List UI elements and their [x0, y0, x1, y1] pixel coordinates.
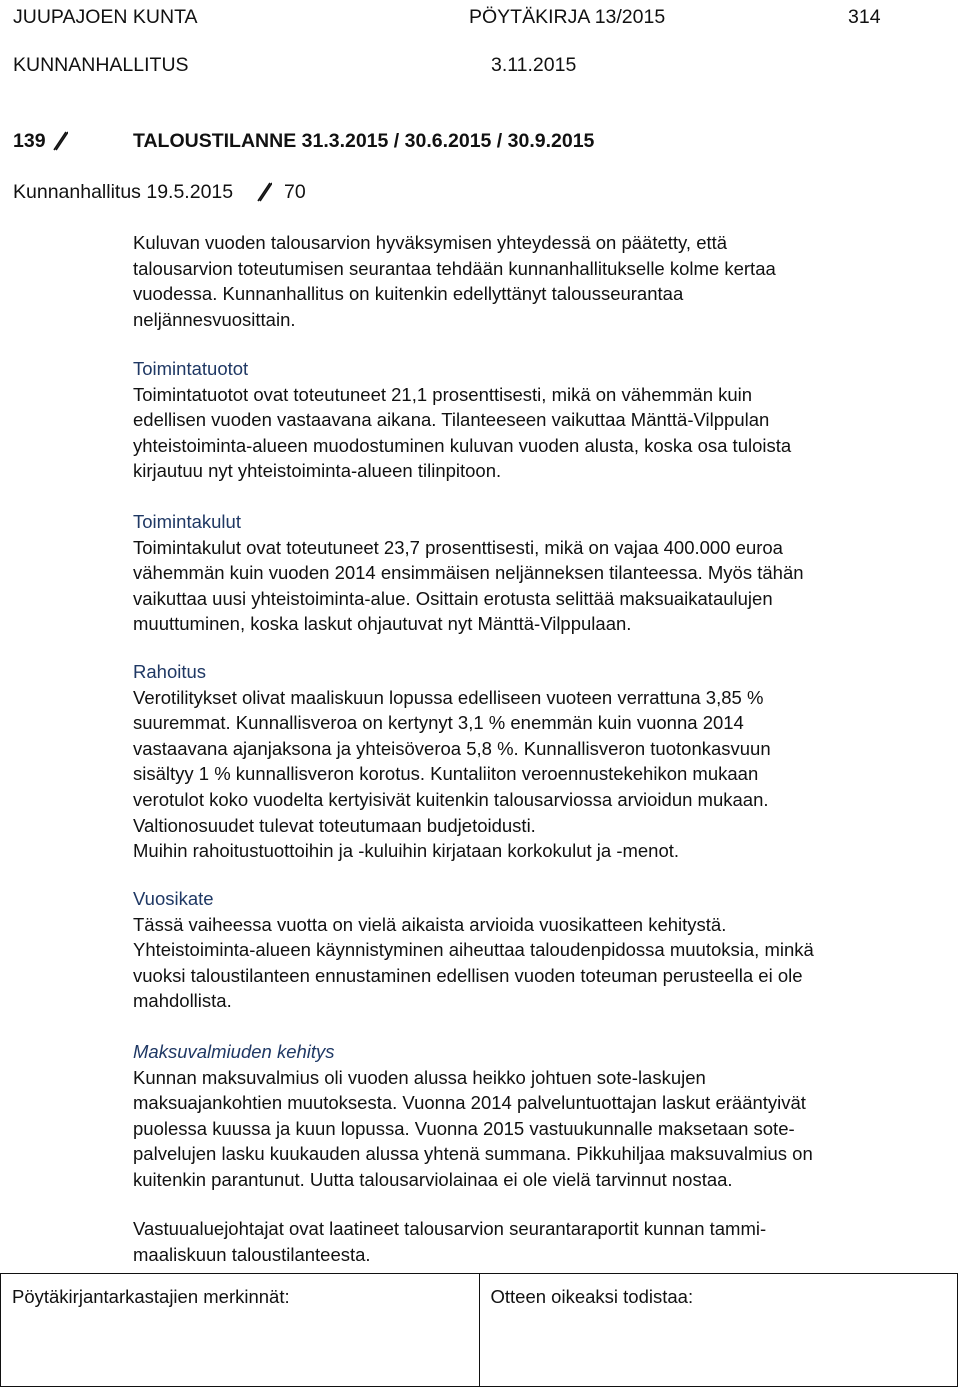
footer-signature-box: [0, 1273, 958, 1387]
text-line: vuodessa. Kunnanhallitus on kuitenkin edellyttänyt talousseurantaa: [133, 283, 684, 305]
paragraph-intro: [133, 230, 933, 332]
history-label: Kunnanhallitus 19.5.2015: [13, 181, 234, 203]
text-line: Toimintakulut ovat toteutuneet 23,7 prosenttisesti, mikä on vajaa 400.000 euroa: [133, 536, 783, 558]
section-heading: Toimintakulut: [133, 511, 241, 532]
section-toimintakulut: [133, 509, 933, 637]
text-line: suuremmat. Kunnallisveroa on kertynyt 3,1 % enemmän kuin vuonna 2014: [133, 712, 744, 734]
text-line: maksuajankohtien muutoksesta. Vuonna 2014 palveluntuottajan laskut erääntyivät: [133, 1092, 806, 1114]
text-line: Toimintatuotot ovat toteutuneet 21,1 prosenttisesti, mikä on vähemmän kuin: [133, 383, 753, 405]
section-sign-icon: [52, 130, 68, 153]
section-maksuvalmius: [133, 1039, 933, 1193]
text-line: mahdollista.: [133, 990, 232, 1012]
history-number: 70: [284, 181, 306, 203]
text-line: Kuluvan vuoden talousarvion hyväksymisen yhteydessä on päätetty, että: [133, 232, 728, 253]
text-line: neljännesvuosittain.: [133, 308, 296, 330]
text-line: Muihin rahoitustuottoihin ja -kuluihin kirjataan korkokulut ja -menot.: [133, 840, 680, 862]
footer-left-label: Pöytäkirjantarkastajien merkinnät:: [12, 1286, 290, 1307]
section-vuosikate: [133, 886, 933, 1014]
text-line: Yhteistoiminta-alueen käynnistyminen aiheuttaa taloudenpidossa muutoksia, minkä: [133, 939, 814, 961]
section-heading: Toimintatuotot: [133, 358, 249, 379]
text-line: vuoksi taloustilanteen ennustaminen edellisen vuoden toteuman perusteella ei ole: [133, 964, 803, 986]
text-line: Verotilitykset olivat maaliskuun lopussa edelliseen vuoteen verrattuna 3,85 %: [133, 686, 764, 708]
item-number: 139: [13, 130, 46, 152]
header-doc-type: PÖYTÄKIRJA 13/2015: [469, 6, 666, 28]
text-line: Vastuualuejohtajat ovat laatineet talousarvion seurantaraportit kunnan tammi-: [133, 1218, 767, 1239]
text-line: puolessa kuussa ja kuun lopussa. Vuonna 2015 vastuukunnalle maksetaan sote-: [133, 1117, 795, 1139]
text-line: muuttuminen, koska laskut ohjautuvat nyt Mänttä-Vilppulaan.: [133, 613, 632, 635]
text-line: maaliskuun taloustilanteesta.: [133, 1243, 371, 1265]
text-line: vähemmän kuin vuoden 2014 ensimmäisen neljänneksen tilanteessa. Myös tähän: [133, 562, 804, 584]
text-line: vastaavana ajanjaksona ja yhteisöveroa 5,8 %. Kunnallisveron tuotonkasvuun: [133, 737, 771, 759]
footer-right-label: Otteen oikeaksi todistaa:: [479, 1274, 958, 1386]
header-date: 3.11.2015: [491, 54, 577, 76]
section-rahoitus: [133, 659, 933, 864]
text-line: yhteistoiminta-alueen muodostuminen kuluvan vuoden alusta, koska osa tuloista: [133, 434, 792, 456]
text-line: Kunnan maksuvalmius oli vuoden alussa heikko johtuen sote-laskujen: [133, 1066, 706, 1088]
item-title: TALOUSTILANNE 31.3.2015 / 30.6.2015 / 30.9.2015: [133, 130, 595, 152]
section-heading: Maksuvalmiuden kehitys: [133, 1041, 335, 1062]
text-line: palvelujen lasku kuukauden alussa yhtenä summana. Pikkuhiljaa maksuvalmius on: [133, 1143, 813, 1165]
paragraph-closing: [133, 1216, 933, 1267]
text-line: kuitenkin parantunut. Uutta talousarviolainaa ei ole vielä tarvinnut nostaa.: [133, 1168, 733, 1190]
header-page-number: 314: [848, 6, 881, 28]
section-heading: Rahoitus: [133, 661, 207, 682]
text-line: vaikuttaa uusi yhteistoiminta-alue. Osittain erotusta selittää maksuaikataulujen: [133, 587, 773, 609]
text-line: Tässä vaiheessa vuotta on vielä aikaista arvioida vuosikatteen kehitystä.: [133, 913, 727, 935]
section-toimintatuotot: [133, 356, 933, 484]
section-heading: Vuosikate: [133, 888, 214, 909]
header-org: JUUPAJOEN KUNTA: [13, 6, 198, 28]
text-line: edellisen vuoden vastaavana aikana. Tilanteeseen vaikuttaa Mänttä-Vilppulan: [133, 409, 770, 431]
text-line: verotulot koko vuodelta kertyisivät kuitenkin talousarviossa arvioidun mukaan.: [133, 788, 769, 810]
text-line: Valtionosuudet tulevat toteutumaan budjetoidusti.: [133, 814, 536, 836]
header-body: KUNNANHALLITUS: [13, 54, 189, 76]
section-sign-icon: [256, 181, 272, 204]
text-line: kirjautuu nyt yhteistoiminta-alueen tilinpitoon.: [133, 460, 502, 482]
text-line: talousarvion toteutumisen seurantaa tehdään kunnanhallitukselle kolme kertaa: [133, 257, 776, 279]
text-line: sisältyy 1 % kunnallisveron korotus. Kuntaliiton veroennustekehikon mukaan: [133, 763, 759, 785]
